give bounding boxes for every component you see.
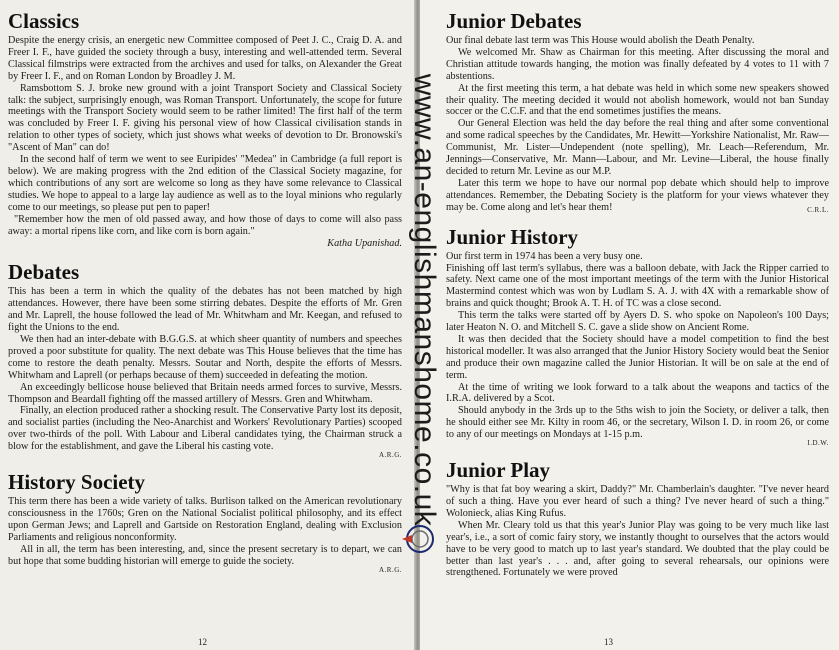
paragraph: "Why is that fat boy wearing a skirt, Daddy?" Mr. Chamberlain's daughter. "I've never heard of such a thing. Have you ever heard of such a thing? I've never heard of such a thing." Wolonieck, alias King Rufus. xyxy=(446,484,829,519)
page-number: 12 xyxy=(198,637,207,647)
paragraph: This term there has been a wide variety of talks. Burlison talked on the American revolutionary consciousness in the 1760s; Gren on the National Socialist political philosophy, and its effect upon German Jews; and Laprell and Gartside on Restoration England, dealing with Exclusion Parliaments and religious nonconformity. xyxy=(8,496,402,543)
section-title: Junior History xyxy=(446,224,579,249)
watermark-text: www.an-englishmanshome.co.uk xyxy=(408,73,441,527)
paragraph: Ramsbottom S. J. broke new ground with a joint Transport Society and Classical Society talk: the subject, surprisingly enough, was Roman Transport. Unfortunately, the scope for future meetings with the Transport Society would seem to be rather limited! The first half of the term was concluded by Freer I. F. giving his personal view of how Classical civilisation stands in relation to other types of society, which just shows what weeks of devotion to Dr. Bronowski's "Ascent of Man" can do! xyxy=(8,82,402,154)
classics-section xyxy=(8,10,402,249)
paragraph: We welcomed Mr. Shaw as Chairman for this meeting. After discussing the moral and Christian attitude towards hanging, the motion was finally defeated by 4 votes to 11 with 7 abstentions. xyxy=(446,46,829,82)
paragraph: This term the talks were started off by Ayers D. S. who spoke on Napoleon's 100 Days; later Heaton N. O. and Mitchell S. C. gave a slide show on Ancient Rome. xyxy=(446,310,829,334)
paragraph: Despite the energy crisis, an energetic new Committee composed of Peet J. C., Craig D. A. and Freer I. F., have guided the society through a busy, interesting and well-attended term. Several Classical filmstrips were extracted from the archives and used for talks, on Alexander the Great by Freer I. F., and on Roman London by Broadley J. M. xyxy=(8,35,402,82)
left-page xyxy=(0,0,416,650)
paragraph: In the second half of term we went to see Euripides' "Medea" in Cambridge (a full report is below). We are making progress with the 2nd edition of the Classical Society magazine, for which contributions of any sort are welcome so long as they have some relevance to Classical studies. We hope to appeal to a large lay audience as well as to the loyal minions who regularly come to our meetings, so please put pen to paper! xyxy=(8,154,402,213)
paragraph: An exceedingly bellicose house believed that Britain needs armed forces to survive, Messrs. Thompson and Beardall fighting off the massed artillery of Messrs. Gren and Whitwham. xyxy=(8,381,402,405)
paragraph: Our General Election was held the day before the real thing and after some conventional and some radical speeches by the Candidates, Mr. Hewitt—Yorkshire Nationalist, Mr. Raw—Communist, Mr. Lister—Undependent (note spelling), Mr. Leach—Referendum, Mr. Jennings—Conservative, Mr. Mann—Labour, and Mr. Levine—Liberal, the house finally decided to return Mr. Levine as our M.P. xyxy=(446,118,829,177)
paragraph: Our first term in 1974 has been a very busy one. xyxy=(446,250,643,262)
section-title: Junior Play xyxy=(446,458,551,483)
paragraph: We then had an inter-debate with B.G.G.S. at which sheer quantity of numbers and speeches proved a poor substitute for quality. The next debate was This House believes that the time has come to restore the death penalty. Messrs. Soutar and North, despite the efforts of Messrs. Whitwham and Laprell (or perhaps because of them) succeeded in defeating the motion. xyxy=(8,334,402,381)
paragraph: All in all, the term has been interesting, and, since the present secretary is to depart, we can but hope that some budding historian will emerge to guide the society. xyxy=(8,543,402,567)
paragraph: Finishing off last term's syllabus, there was a balloon debate, with Jack the Ripper carried to safety. Next came one of the most important meetings of the term with the Junior Historical Mastermind contest which was won by Ludlam S. A. J. with 4X with a remarkable show of brains and quick thought; Brook A. T. H. of TC was a close second. xyxy=(446,262,829,310)
paragraph: At the time of writing we look forward to a talk about the weapons and tactics of the I.R.A. delivered by a Scot. xyxy=(446,381,829,405)
paragraph: It was then decided that the Society should have a model competition to find the best historical modeller. It was also arranged that the Junior History Society would beat the Senior and produce their own magazine called the Junior Historian. It will be on sale at the end of term. xyxy=(446,333,829,381)
paragraph xyxy=(446,178,829,214)
paragraph: Finally, an election produced rather a shocking result. The Conservative Party lost its deposit, and socialist parties (including the Neo-Anarchist and Workers' Revolutionary Parties) scooped over two-thirds of the poll. With Labour and Liberal candidates tying, the Chairman struck a blow for the establishment, and gave the Liberal his casting vote. xyxy=(8,405,402,453)
section-title: History Society xyxy=(8,470,146,495)
paragraph: This has been a term in which the quality of the debates has not been matched by high attendances. However, there have been some stirring debates. Despite the efforts of Mr. Gren and Mr. Laprell, the house followed the lead of Mr. Whitwham and Mr. Keegan, and refused to fight the Unions to the end. xyxy=(8,286,402,334)
section-title: Debates xyxy=(8,260,80,285)
paragraph: Should anybody in the 3rds up to the 5ths wish to join the Society, or deliver a talk, then he should either see Mr. Kilty in room 46, or the secretary, Wilson I. D. in room 26, or come to any of our meetings on Mondays at 1-15 p.m. xyxy=(446,405,829,441)
watermark-logo-icon xyxy=(398,519,438,559)
page-number: 13 xyxy=(604,637,613,647)
junior-debates-section xyxy=(446,10,829,214)
junior-history-section xyxy=(446,226,829,448)
author-initials: A.R.G. xyxy=(378,451,402,460)
author-initials: I.D.W. xyxy=(807,439,829,448)
site-watermark xyxy=(406,60,442,540)
section-title: Junior Debates xyxy=(446,9,582,33)
paragraph-text: Later this term we hope to have our normal pop debate which should help to improve attendances. Remember, the Debating Society is the platform for your views whatever they may be. Come along and let's hear them! xyxy=(446,177,829,213)
right-page xyxy=(420,0,839,650)
author-initials: A.R.G. xyxy=(378,565,402,574)
history-society-section xyxy=(8,471,402,573)
paragraph: At the first meeting this term, a hat debate was held in which some new speakers showed their quality. The meeting decided it would not abolish homework, would not ban Sunday soccer or the C.C.F. and that the end sometimes justifies the means. xyxy=(446,82,829,118)
author-initials: C.R.L. xyxy=(807,205,829,214)
paragraph: When Mr. Cleary told us that this year's Junior Play was going to be very much like last year's, i.e., a sort of comic fairy story, we instantly thought to ourselves that the actors would have to be very good to match up to last year's standard. We doubted that the play could be better than last year's . . . and, after going to several rehearsals, our opinions were strengthened. Fortunately we were proved xyxy=(446,519,829,579)
paragraph: Our final debate last term was This House would abolish the Death Penalty. xyxy=(446,35,755,46)
closing-quote: "Remember how the men of old passed away, and how those of days to come will also pass away: a mortal ripens like corn, and like corn is born again." xyxy=(8,213,402,237)
debates-section xyxy=(8,261,402,459)
junior-play-section xyxy=(446,459,829,579)
section-title: Classics xyxy=(8,9,80,33)
quote-citation: Katha Upanishad. xyxy=(327,238,402,250)
